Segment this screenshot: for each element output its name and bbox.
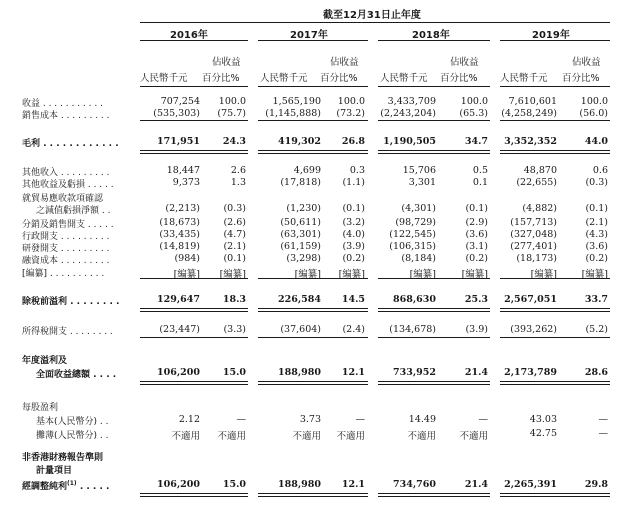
cell-revenue-pct: 15.0 [222,479,246,490]
cell-revenue-pct: 不適用 [336,431,365,442]
cell-rmb-thousand: 3,433,709 [387,96,436,107]
cell-revenue-pct: 44.0 [584,136,608,147]
row-label-text: 經調整純利 [22,482,68,492]
cell-revenue-pct: (2.1) [585,217,608,228]
double-rule [258,308,368,312]
cell-revenue-pct: 100.0 [337,96,365,107]
row-label [36,203,110,216]
cell-revenue-pct: (3.1) [465,241,488,252]
row-label-text: [編纂] . . . . . . . . . . [22,269,105,279]
double-rule [378,308,490,312]
cell-revenue-pct: (0.1) [223,253,246,264]
row-label [22,108,110,121]
cell-revenue-pct: — [236,414,246,425]
year-rule-2018 [378,40,490,41]
cell-rmb-thousand: (61,159) [280,241,321,252]
subtotal-rule [500,120,610,121]
cell-rmb-thousand: 1,565,190 [272,96,321,107]
row-label-text: 銷售成本 . . . . . . . . . [22,111,110,121]
year-2018: 2018年 [412,30,450,41]
cell-revenue-pct: (3.2) [342,217,365,228]
cell-rmb-thousand: 9,373 [172,177,200,188]
cell-revenue-pct: (0.1) [465,203,488,214]
subheader-rule-2016 [140,86,248,87]
row-label [36,367,116,380]
cell-revenue-pct: (3.9) [342,241,365,252]
row-label-text: 基本(人民幣分) . . [36,417,109,427]
cell-rmb-thousand: 419,302 [278,136,321,147]
cell-rmb-thousand: 3,352,352 [504,136,557,147]
cell-revenue-pct: 0.3 [349,165,365,176]
cell-rmb-thousand: 868,630 [393,294,436,305]
cell-rmb-thousand: 106,200 [157,479,200,490]
double-rule [378,150,490,154]
cell-rmb-thousand: [編纂] [409,269,436,280]
row-label-text: 其他收入 . . . . . . . . . [22,168,110,178]
cell-rmb-thousand: 7,610,601 [508,96,557,107]
cell-revenue-pct: (0.1) [342,203,365,214]
cell-revenue-pct: (0.3) [585,177,608,188]
cell-rmb-thousand: (393,262) [510,324,557,335]
subtotal-rule [140,337,248,338]
cell-rmb-thousand: (4,882) [522,203,557,214]
cell-revenue-pct: 100.0 [460,96,488,107]
cell-revenue-pct: (2.1) [223,241,246,252]
cell-rmb-thousand: 106,200 [157,367,200,378]
row-label [22,253,110,266]
cell-rmb-thousand: 188,980 [278,479,321,490]
row-label-text: 攤薄(人民幣分) . . [36,431,109,441]
cell-revenue-pct: [編纂] [581,269,608,280]
row-label [22,450,103,463]
cell-rmb-thousand: (327,048) [510,229,557,240]
cell-rmb-thousand: 4,699 [293,165,321,176]
header-rule [140,22,610,23]
subtotal-rule [378,120,490,121]
subtotal-rule [258,120,368,121]
double-rule [258,381,368,385]
double-rule [258,150,368,154]
pct-bottom-2017: 百分比% [320,73,358,84]
cell-revenue-pct: (1.1) [342,177,365,188]
cell-rmb-thousand: 734,760 [393,479,436,490]
cell-rmb-thousand: 18,447 [166,165,200,176]
pct-bottom-2019: 百分比% [562,73,600,84]
subtotal-rule [258,278,368,279]
cell-revenue-pct: [編纂] [461,269,488,280]
cell-rmb-thousand: 3,301 [408,177,436,188]
row-label-text: 研發開支 . . . . . . . . . [22,244,110,254]
cell-revenue-pct: 34.7 [464,136,488,147]
rmb-2016: 人民幣千元 [140,73,188,84]
cell-rmb-thousand: 707,254 [160,96,200,107]
cell-rmb-thousand: 不適用 [407,431,436,442]
row-label-text: 非香港財務報告準則 [22,453,104,463]
cell-rmb-thousand: (157,713) [510,217,557,228]
period-header: 截至12月31日止年度 [323,10,421,21]
subheader-rule-2019 [500,86,610,87]
cell-revenue-pct: (2.6) [223,217,246,228]
pct-bottom-2018: 百分比% [440,73,478,84]
cell-revenue-pct: 12.1 [341,367,365,378]
row-label-text: 其他收益及虧損 . . . . . [22,180,114,190]
cell-revenue-pct: — [355,414,365,425]
cell-rmb-thousand: 不適用 [171,431,200,442]
subtotal-rule [378,278,490,279]
row-label [22,400,58,413]
cell-revenue-pct: (0.2) [585,253,608,264]
row-label-text: 分銷及銷售開支 . . . . . [22,220,114,230]
cell-revenue-pct: 21.4 [464,367,488,378]
cell-revenue-pct: [編纂] [219,269,246,280]
row-label-text: 除稅前溢利 . . . . . . . . [22,297,120,307]
subheader-rule-2017 [258,86,368,87]
row-label [22,479,109,492]
cell-rmb-thousand: (984) [174,253,200,264]
cell-rmb-thousand: 43.03 [529,414,557,425]
row-label-text: 所得稅開支 . . . . . . . . [22,327,113,337]
cell-rmb-thousand: (33,435) [159,229,200,240]
double-rule [500,308,610,312]
row-label-text: 年度溢利及 [22,356,68,366]
cell-revenue-pct: (65.3) [459,108,488,119]
cell-revenue-pct: (75.7) [217,108,246,119]
year-rule-2016 [140,40,248,41]
cell-rmb-thousand: (134,678) [389,324,436,335]
row-label [22,266,104,279]
cell-rmb-thousand: (23,447) [159,324,200,335]
row-label [36,428,108,441]
cell-revenue-pct: 100.0 [580,96,608,107]
cell-rmb-thousand: (18,673) [159,217,200,228]
year-2017: 2017年 [290,30,328,41]
cell-rmb-thousand: 226,584 [278,294,321,305]
cell-revenue-pct: 1.3 [230,177,246,188]
cell-rmb-thousand: (1,230) [286,203,321,214]
cell-revenue-pct: (4.0) [342,229,365,240]
cell-rmb-thousand: [編纂] [173,269,200,280]
cell-revenue-pct: 不適用 [217,431,246,442]
cell-rmb-thousand: 2,265,391 [504,479,557,490]
cell-revenue-pct: (0.2) [465,253,488,264]
cell-rmb-thousand: 733,952 [393,367,436,378]
cell-rmb-thousand: (4,301) [401,203,436,214]
cell-revenue-pct: (3.9) [465,324,488,335]
cell-rmb-thousand: 2.12 [178,414,200,425]
cell-revenue-pct: 21.4 [464,479,488,490]
cell-rmb-thousand: 3.73 [299,414,321,425]
cell-revenue-pct: — [598,414,608,425]
row-label-text: 行政開支 . . . . . . . . . [22,232,110,242]
double-rule [258,493,368,497]
rmb-2019: 人民幣千元 [500,73,548,84]
double-rule [378,381,490,385]
cell-rmb-thousand: (3,298) [286,253,321,264]
cell-revenue-pct: 29.8 [584,479,608,490]
double-rule [500,381,610,385]
cell-revenue-pct: 0.6 [592,165,608,176]
cell-revenue-pct: 2.6 [230,165,246,176]
cell-rmb-thousand: (2,243,204) [380,108,436,119]
cell-revenue-pct: (5.2) [585,324,608,335]
cell-revenue-pct: (3.6) [585,241,608,252]
row-label-text: 就貿易應收款項確認 [22,194,104,204]
cell-rmb-thousand: (277,401) [510,241,557,252]
year-rule-2019 [500,40,610,41]
cell-rmb-thousand: 15,706 [402,165,436,176]
subheader-rule-2018 [378,86,490,87]
cell-revenue-pct: 15.0 [222,367,246,378]
double-rule [500,493,610,497]
year-rule-2017 [258,40,368,41]
rmb-2017: 人民幣千元 [260,73,308,84]
cell-revenue-pct: 100.0 [218,96,246,107]
cell-rmb-thousand: [編纂] [530,269,557,280]
cell-rmb-thousand: 2,173,789 [504,367,557,378]
cell-revenue-pct: 12.1 [341,479,365,490]
cell-rmb-thousand: (2,213) [165,203,200,214]
cell-revenue-pct: (3.6) [465,229,488,240]
cell-rmb-thousand: 48,870 [523,165,557,176]
double-rule [140,150,248,154]
row-label-dots: . . . . . [76,482,110,492]
row-label-text: 全面收益總額 . . . . [36,370,117,380]
cell-revenue-pct: 0.1 [472,177,488,188]
double-rule [500,150,610,154]
cell-rmb-thousand: (18,173) [516,253,557,264]
cell-revenue-pct: (4.3) [585,229,608,240]
row-label-text: 每股盈利 [22,403,59,413]
cell-rmb-thousand: [編纂] [294,269,321,280]
cell-revenue-pct: (0.3) [223,203,246,214]
pct-top-2019: 佔收益 [572,57,601,68]
cell-revenue-pct: (2.9) [465,217,488,228]
double-rule [378,493,490,497]
row-label-text: 收益 . . . . . . . . . . . [22,99,103,109]
cell-rmb-thousand: (50,611) [280,217,321,228]
row-label-text: 之減值虧損淨額 . . [36,206,111,216]
cell-revenue-pct: (73.2) [336,108,365,119]
row-label [22,294,119,307]
year-2016: 2016年 [170,30,208,41]
cell-rmb-thousand: 188,980 [278,367,321,378]
pct-top-2016: 佔收益 [212,57,241,68]
cell-revenue-pct: 14.5 [341,294,365,305]
subtotal-rule [500,278,610,279]
cell-rmb-thousand: (14,819) [159,241,200,252]
cell-rmb-thousand: 2,567,051 [504,294,557,305]
row-label [22,136,119,149]
cell-rmb-thousand: (106,315) [389,241,436,252]
subtotal-rule [378,337,490,338]
cell-rmb-thousand: (4,258,249) [501,108,557,119]
cell-rmb-thousand: (63,301) [280,229,321,240]
year-2019: 2019年 [532,30,570,41]
cell-revenue-pct: — [598,428,608,439]
cell-rmb-thousand: (17,818) [280,177,321,188]
row-label [22,353,67,366]
cell-rmb-thousand: (122,545) [389,229,436,240]
cell-rmb-thousand: 14.49 [408,414,436,425]
cell-revenue-pct: 18.3 [222,294,246,305]
cell-revenue-pct: 28.6 [584,367,608,378]
cell-rmb-thousand: 129,647 [157,294,200,305]
double-rule [140,308,248,312]
cell-rmb-thousand: (8,184) [401,253,436,264]
cell-rmb-thousand: 42.75 [529,428,557,439]
footnote-marker: (1) [67,480,77,487]
cell-rmb-thousand: (22,655) [516,177,557,188]
cell-rmb-thousand: (1,145,888) [265,108,321,119]
cell-rmb-thousand: 1,190,505 [383,136,436,147]
row-label [36,414,108,427]
cell-revenue-pct: 33.7 [584,294,608,305]
row-label [22,324,113,337]
row-label-text: 融資成本 . . . . . . . . . [22,256,110,266]
rmb-2018: 人民幣千元 [380,73,428,84]
cell-revenue-pct: 0.5 [472,165,488,176]
row-label [36,463,72,476]
cell-revenue-pct: — [478,414,488,425]
cell-revenue-pct: (2.4) [342,324,365,335]
cell-revenue-pct: (3.3) [223,324,246,335]
subtotal-rule [140,120,248,121]
row-label-text: 毛利 . . . . . . . . . . . . [22,139,119,149]
cell-revenue-pct: (4.7) [223,229,246,240]
cell-rmb-thousand: (98,729) [395,217,436,228]
cell-rmb-thousand: 不適用 [292,431,321,442]
pct-top-2017: 佔收益 [330,57,359,68]
cell-revenue-pct: 24.3 [222,136,246,147]
cell-revenue-pct: (0.1) [585,203,608,214]
double-rule [140,493,248,497]
cell-rmb-thousand: (535,303) [153,108,200,119]
cell-revenue-pct: 26.8 [341,136,365,147]
pct-top-2018: 佔收益 [450,57,479,68]
subtotal-rule [258,337,368,338]
cell-revenue-pct: 不適用 [459,431,488,442]
double-rule [140,381,248,385]
subtotal-rule [140,278,248,279]
cell-revenue-pct: 25.3 [464,294,488,305]
row-label [22,177,114,190]
cell-rmb-thousand: (37,604) [280,324,321,335]
cell-revenue-pct: [編纂] [338,269,365,280]
cell-revenue-pct: (56.0) [579,108,608,119]
cell-revenue-pct: (0.2) [342,253,365,264]
cell-rmb-thousand: 171,951 [157,136,200,147]
row-label-text: 計量項目 [36,466,73,476]
pct-bottom-2016: 百分比% [202,73,240,84]
subtotal-rule [500,337,610,338]
